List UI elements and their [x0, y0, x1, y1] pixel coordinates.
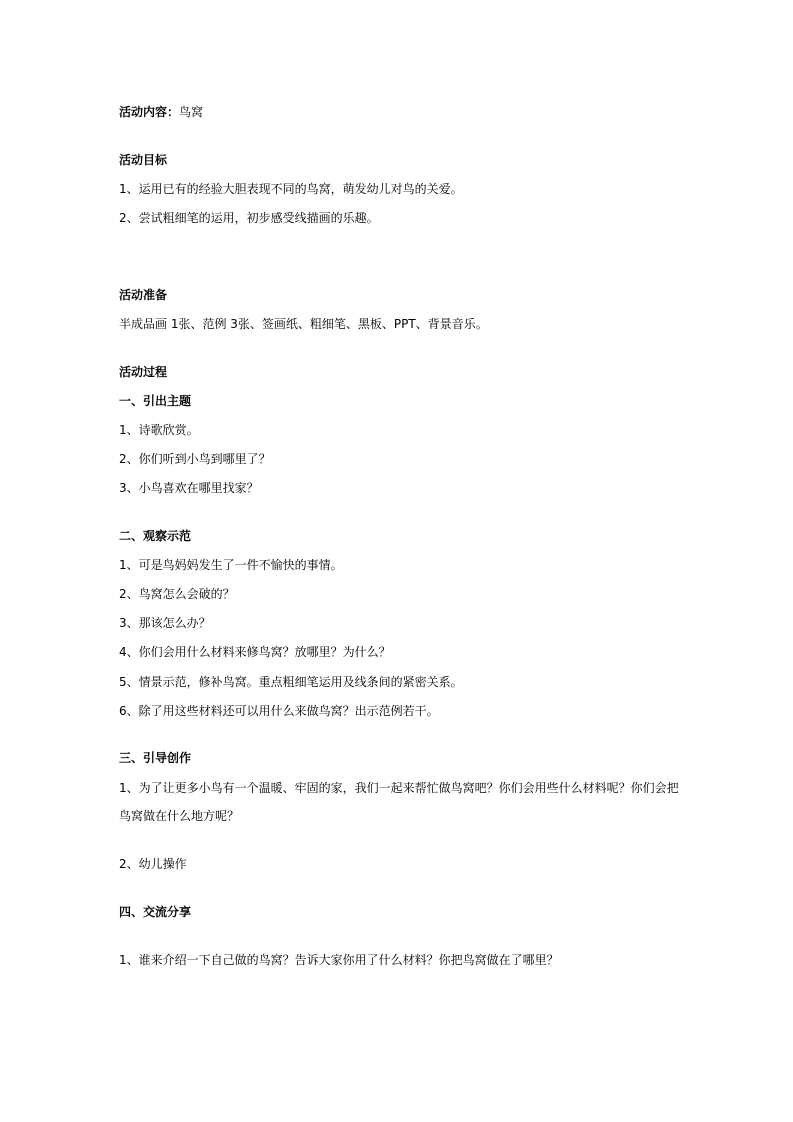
section-2-item: 6、除了用这些材料还可以用什么来做鸟窝？出示范例若干。 [119, 704, 439, 718]
section-3-item: 鸟窝做在什么地方呢？ [119, 809, 240, 823]
section-title-2: 二、观察示范 [119, 529, 192, 543]
section-2-item: 3、那该怎么办？ [119, 616, 211, 630]
section-1-item: 2、你们听到小鸟到哪里了？ [119, 452, 271, 466]
preparation-heading: 活动准备 [119, 288, 168, 302]
goals-heading: 活动目标 [119, 153, 168, 167]
goal-item: 2、尝试粗细笔的运用，初步感受线描画的乐趣。 [119, 211, 379, 225]
section-2-item: 4、你们会用什么材料来修鸟窝？放哪里？为什么？ [119, 645, 391, 659]
process-heading: 活动过程 [119, 365, 168, 379]
activity-content-line [119, 104, 203, 120]
section-title-3: 三、引导创作 [119, 751, 192, 765]
section-title-4: 四、交流分享 [119, 905, 192, 919]
activity-content-label: 活动内容： [119, 105, 180, 119]
section-3-item: 1、为了让更多小鸟有一个温暖、牢固的家，我们一起来帮忙做鸟窝吧？你们会用些什么材料呢？你们会把 [119, 781, 679, 795]
section-2-item: 1、可是鸟妈妈发生了一件不愉快的事情。 [119, 558, 343, 572]
section-2-item: 5、情景示范，修补鸟窝。重点粗细笔运用及线条间的紧密关系。 [119, 675, 463, 689]
section-title-1: 一、引出主题 [119, 394, 192, 408]
section-4-item: 1、谁来介绍一下自己做的鸟窝？告诉大家你用了什么材料？你把鸟窝做在了哪里？ [119, 953, 559, 967]
section-1-item: 1、诗歌欣赏。 [119, 423, 199, 437]
activity-content-value: 鸟窝 [179, 105, 204, 119]
section-3-item: 2、幼儿操作 [119, 857, 187, 871]
goal-item: 1、运用已有的经验大胆表现不同的鸟窝，萌发幼儿对鸟的关爱。 [119, 182, 463, 196]
section-1-item: 3、小鸟喜欢在哪里找家？ [119, 481, 259, 495]
section-2-item: 2、鸟窝怎么会破的？ [119, 587, 235, 601]
preparation-text: 半成品画 1张、范例 3张、签画纸、粗细笔、黑板、PPT、背景音乐。 [119, 317, 488, 331]
